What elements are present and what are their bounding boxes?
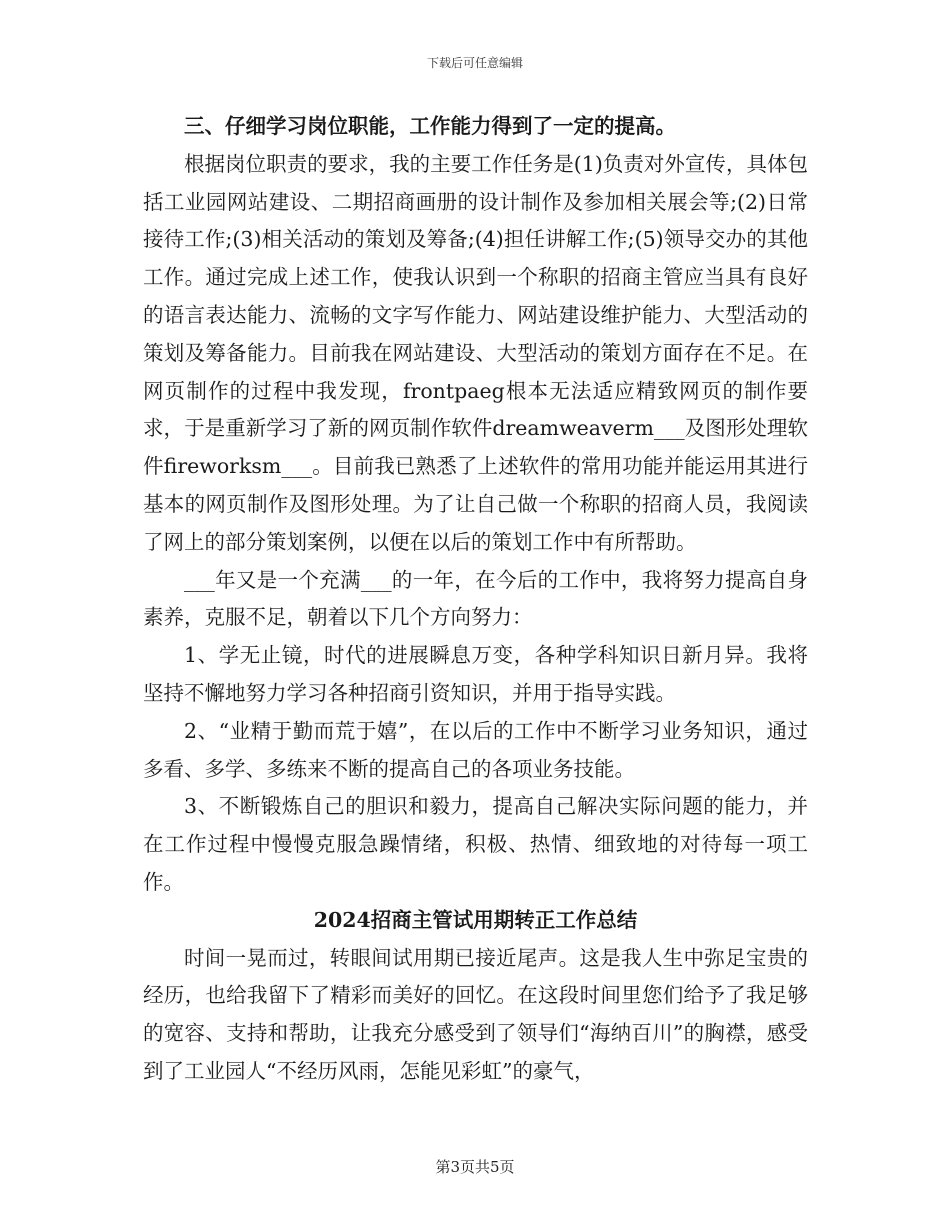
document-title: 2024招商主管试用期转正工作总结	[313, 907, 638, 932]
paragraph-outlook: ___年又是一个充满___的一年，在今后的工作中，我将努力提高自身素养，克服不足，朝着以下几个方向努力：	[143, 567, 808, 630]
paragraph-intro: 时间一晃而过，转眼间试用期已接近尾声。这是我人生中弥足宝贵的经历，也给我留下了精彩而美好的回忆。在这段时间里您们给予了我足够的宽容、支持和帮助，让我充分感受到了领导们“海纳百川”的胸襟，感受到了工业园人“不经历风雨，怎能见彩虹”的豪气，	[143, 945, 808, 1083]
document-body	[143, 108, 808, 1091]
paragraph-goal-2: 2、“业精于勤而荒于嬉”，在以后的工作中不断学习业务知识，通过多看、多学、多练来不断的提高自己的各项业务技能。	[143, 718, 808, 781]
section-heading: 三、仔细学习岗位职能，工作能力得到了一定的提高。	[184, 114, 676, 138]
paragraph-goal-3: 3、不断锻炼自己的胆识和毅力，提高自己解决实际问题的能力，并在工作过程中慢慢克服急躁情绪，积极、热情、细致地的对待每一项工作。	[143, 794, 808, 894]
page-header: 下载后可任意编辑	[426, 56, 523, 70]
paragraph-duties: 根据岗位职责的要求，我的主要工作任务是(1)负责对外宣传，具体包括工业园网站建设、二期招商画册的设计制作及参加相关展会等;(2)日常接待工作;(3)相关活动的策划及筹备;(4)担任讲解工作;(5)领导交办的其他工作。通过完成上述工作，使我认识到一个称职的招商主管应当具有良好的语言表达能力、流畅的文字写作能力、网站建设维护能力、大型活动的策划及筹备能力。目前我在网站建设、大型活动的策划方面存在不足。在网页制作的过程中我发现，frontpaeg根本无法适应精致网页的制作要求，于是重新学习了新的网页制作软件dreamweaverm___及图形处理软件fireworksm___。目前我已熟悉了上述软件的常用功能并能运用其进行基本的网页制作及图形处理。为了让自己做一个称职的招商人员，我阅读了网上的部分策划案例，以便在以后的策划工作中有所帮助。	[143, 151, 808, 554]
page-number: 第3页共5页	[435, 1158, 515, 1176]
paragraph-goal-1: 1、学无止镜，时代的进展瞬息万变，各种学科知识日新月异。我将坚持不懈地努力学习各种招商引资知识，并用于指导实践。	[143, 643, 808, 705]
